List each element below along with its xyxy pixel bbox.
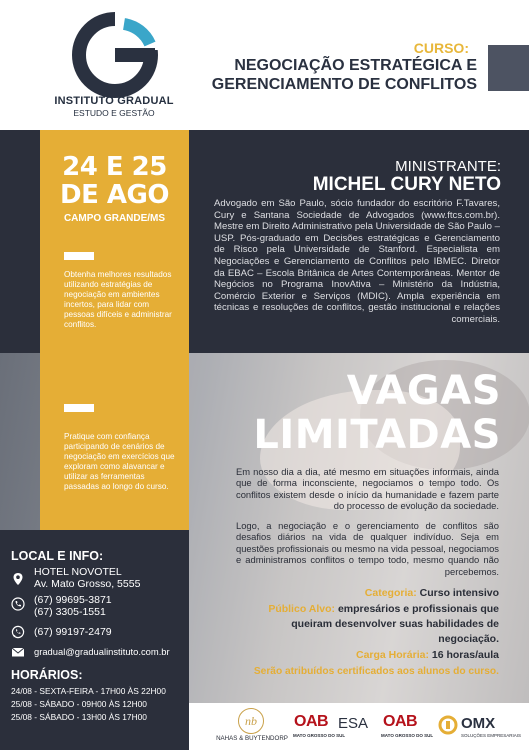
phone-2[interactable]: (67) 3305-1551	[34, 606, 106, 618]
whatsapp-icon	[11, 625, 25, 639]
event-text-2: Pratique com confiança participando de cenários de negociação em exercícios que exploram como alavancar e utilizar as ferramentas passadas ao longo do curso.	[64, 432, 175, 491]
local-title: LOCAL E INFO:	[11, 549, 104, 563]
oab-2-subtitle: MATO GROSSO DO SUL	[381, 733, 434, 738]
horario-item: 25/08 - SÁBADO - 13H00 ÀS 17H00	[11, 712, 147, 722]
oab-1-subtitle: MATO GROSSO DO SUL	[293, 733, 346, 738]
horarios-title: HORÁRIOS:	[11, 668, 83, 682]
omx-logo-text: OMX	[461, 715, 496, 732]
publico-value-3: negociação.	[438, 633, 499, 645]
publico-line	[268, 602, 499, 617]
categoria-line	[365, 586, 499, 601]
location-pin-icon	[11, 572, 25, 586]
horario-item: 24/08 - SEXTA-FEIRA - 17H00 ÀS 22H00	[11, 686, 166, 696]
event-text-1: Obtenha melhores resultados utilizando estratégias de negociação em ambientes incertos, para lidar com pessoas difíceis e administrar conflitos.	[64, 270, 172, 329]
ministrante-name: MICHEL CURY NETO	[312, 174, 501, 195]
course-description-1: Em nosso dia a dia, até mesmo em situações informais, ainda que de forma inconsciente, negociamos o tempo todo. Os conflitos existem desde o início da humanidade e fazem parte do processo de evolução da sociedade.	[236, 466, 499, 512]
publico-value-1: empresários e profissionais que	[337, 603, 499, 615]
categoria-value: Curso intensivo	[419, 587, 499, 599]
carga-label: Carga Horária:	[356, 649, 429, 661]
event-city: CAMPO GRANDE/MS	[63, 213, 166, 224]
logo-name: INSTITUTO GRADUAL	[54, 95, 174, 107]
phone-icon	[11, 597, 25, 611]
publico-label: Público Alvo:	[268, 603, 336, 615]
omx-logo-icon	[438, 715, 458, 735]
vagas-title-line-1: VAGAS	[346, 368, 501, 414]
decorative-square	[488, 45, 529, 91]
whatsapp-number[interactable]: (67) 99197-2479	[34, 626, 112, 638]
certificados-note: Serão atribuídos certificados aos alunos do curso.	[253, 666, 499, 677]
nb-logo-mark: nb	[245, 714, 257, 728]
oab-logo-2: OAB	[383, 713, 418, 730]
decorative-bar	[64, 404, 94, 412]
email-address[interactable]: gradual@gradualinstituto.com.br	[34, 646, 170, 657]
course-description-2: Logo, a negociação e o gerenciamento de conflitos são desafios diários na vida de qualquer indivíduo. Seja em questões profissionais ou mesmo na vida pessoal, negociamos e administramos conflitos o tempo todo, mesmo quando não percebemos.	[236, 520, 499, 577]
oab-logo-1: OAB	[294, 713, 329, 730]
horario-item: 25/08 - SÁBADO - 09H00 ÀS 12H00	[11, 699, 147, 709]
carga-line	[356, 648, 499, 663]
nahas-buytendorp-logo-icon	[238, 708, 264, 734]
esa-logo: ESA	[338, 715, 369, 732]
categoria-label: Categoria:	[364, 587, 417, 599]
email-icon	[11, 645, 25, 659]
event-date-line-1: 24 E 25	[62, 152, 167, 182]
ministrante-bio: Advogado em São Paulo, sócio fundador do escritório F.Tavares, Cury e Santana Sociedade de Advogados (www.ftcs.com.br). Mestre em Direito Administrativo pela Universidade de São Paulo – USP. Pós-graduado em Decisões estratégicas e Gerenciamento de Risco pela Universidade de Stanford. Especialista em Negociações e Gerenciamento de Conflitos pelo IBMEC. Diretor da EBAC – Escola Britânica de Artes Contemporâneas. Mentor de Negócios no Programa InovAtiva – Ministério da Indústria, Comércio Exterior e Serviços (MDIC). Ampla experiência em técnicas e resoluções de conflitos, gestão institucional e relações comerciais.	[214, 198, 500, 325]
logo-subtitle: ESTUDO E GESTÃO	[73, 108, 155, 118]
carga-value: 16 horas/aula	[431, 649, 499, 661]
decorative-bar	[64, 252, 94, 260]
gradual-logo-icon	[70, 10, 160, 100]
vagas-title-line-2: LIMITADAS	[253, 412, 501, 458]
phone-1[interactable]: (67) 99695-3871	[34, 594, 112, 606]
curso-title-line-2: GERENCIAMENTO DE CONFLITOS	[211, 76, 477, 93]
nahas-buytendorp-name: NAHAS & BUYTENDORP	[216, 735, 288, 742]
curso-label: CURSO:	[413, 40, 469, 56]
omx-subtitle: SOLUÇÕES EMPRESARIAIS	[461, 733, 522, 738]
event-date-line-2: DE AGO	[60, 180, 169, 210]
publico-value-2: queiram desenvolver suas habilidades de	[291, 618, 499, 630]
curso-title-line-1: NEGOCIAÇÃO ESTRATÉGICA E	[234, 57, 477, 74]
hotel-name: HOTEL NOVOTEL	[34, 566, 122, 578]
ministrante-label: MINISTRANTE:	[395, 158, 501, 175]
hotel-address: Av. Mato Grosso, 5555	[34, 578, 141, 590]
